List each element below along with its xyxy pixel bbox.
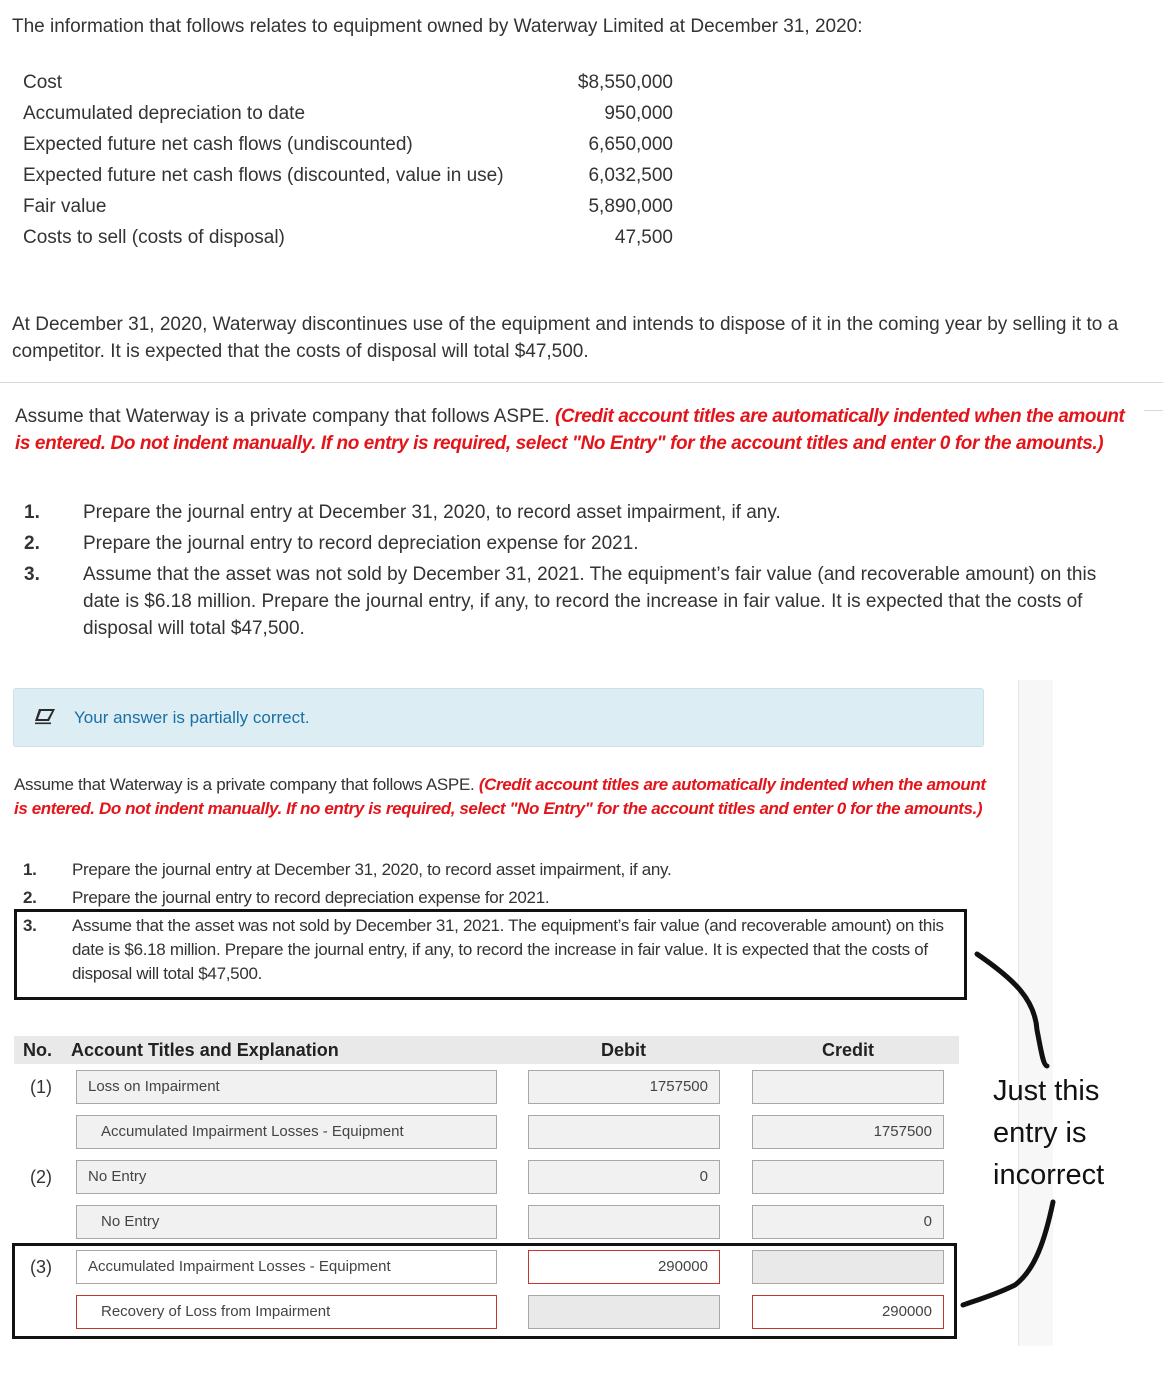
instructions-repeat [14,773,989,821]
credit-input[interactable]: 290000 [752,1295,944,1329]
data-value: 5,890,000 [588,196,673,217]
account-input[interactable]: Recovery of Loss from Impairment [76,1295,497,1329]
data-row [23,134,673,165]
data-label: Expected future net cash flows (discounted, value in use) [23,165,504,186]
instructions-text: Assume that Waterway is a private company that follows ASPE. [15,406,555,427]
instructions-text: Assume that Waterway is a private company that follows ASPE. [14,775,479,794]
entry-number: (2) [30,1167,52,1187]
data-row [23,103,673,134]
data-label: Accumulated depreciation to date [23,103,306,124]
account-input[interactable]: No Entry [76,1160,497,1194]
data-value: $8,550,000 [577,72,673,93]
instructions [15,403,1125,457]
account-input[interactable]: Loss on Impairment [76,1070,497,1104]
data-label: Cost [23,72,63,93]
task-item [24,530,1104,557]
highlight-box-task-3 [14,909,967,1000]
task-number: 1. [24,502,40,523]
task-item [24,499,1104,526]
task-number: 1. [23,860,37,879]
task-number: 3. [23,916,37,935]
header-account: Account Titles and Explanation [71,1040,339,1060]
entry-number: (3) [30,1257,52,1277]
data-label: Costs to sell (costs of disposal) [23,227,285,248]
debit-input[interactable] [528,1205,720,1239]
instructions-note: (Credit account titles are automatically indented when the amount is entered. Do not indent manually. If no entry is required, select "No Entry" for the account titles and enter 0 for the amounts.) [15,406,1125,454]
credit-input[interactable] [752,1160,944,1194]
data-row [23,72,673,103]
instructions-note: (Credit account titles are automatically indented when the amount is entered. Do not indent manually. If no entry is required, select "No Entry" for the account titles and enter 0 for the amounts.) [14,775,986,818]
data-value: 6,650,000 [588,134,673,155]
debit-input[interactable]: 290000 [528,1250,720,1284]
entry-number: (1) [30,1077,52,1097]
task-number: 2. [23,888,37,907]
credit-input[interactable]: 0 [752,1205,944,1239]
data-value: 47,500 [614,227,673,248]
task-text: Prepare the journal entry at December 31, 2020, to record asset impairment, if any. [72,860,672,879]
credit-input[interactable] [752,1070,944,1104]
task-number: 2. [24,533,40,554]
data-row [23,165,673,196]
data-value: 950,000 [604,103,673,124]
equipment-data-table [23,72,673,258]
intro-text: The information that follows relates to equipment owned by Waterway Limited at December 31, 2020: [12,16,863,37]
journal-header [14,1036,959,1064]
task-item [23,858,963,882]
account-input[interactable]: Accumulated Impairment Losses - Equipment [76,1115,497,1149]
task-number: 3. [24,564,40,585]
header-credit: Credit [822,1040,875,1060]
data-row [23,196,673,227]
scenario-paragraph: At December 31, 2020, Waterway discontinues use of the equipment and intends to dispose of it in the coming year by selling it to a competitor. It is expected that the costs of disposal will total $47,500. [12,314,1119,362]
eraser-icon [34,707,56,725]
header-no: No. [23,1040,52,1060]
data-label: Fair value [23,196,107,217]
highlight-box-entry-3 [12,1243,957,1339]
annotation-bracket [955,940,1065,1310]
task-text: Prepare the journal entry to record depreciation expense for 2021. [83,533,639,554]
task-item [23,886,963,910]
divider [1144,410,1163,411]
annotation-note: Just this entry is incorrect [993,1075,1105,1191]
task-text: Assume that the asset was not sold by December 31, 2021. The equipment’s fair value (and recoverable amount) on this date is $6.18 million. Prepare the journal entry, if any, to record the increase in fair value. It is expected that the costs of disposal will total $47,500. [83,564,1097,639]
data-label: Expected future net cash flows (undiscounted) [23,134,413,155]
task-text: Assume that the asset was not sold by December 31, 2021. The equipment’s fair value (and recoverable amount) on this date is $6.18 million. Prepare the journal entry, if any, to record the increase in fair value. It is expected that the costs of disposal will total $47,500. [72,916,944,983]
header-debit: Debit [601,1040,646,1060]
task-item [24,561,1104,642]
debit-input[interactable]: 0 [528,1160,720,1194]
divider [0,382,1163,383]
task-text: Prepare the journal entry to record depreciation expense for 2021. [72,888,550,907]
account-input[interactable]: Accumulated Impairment Losses - Equipment [76,1250,497,1284]
debit-input[interactable] [528,1115,720,1149]
account-input[interactable]: No Entry [76,1205,497,1239]
task-text: Prepare the journal entry at December 31, 2020, to record asset impairment, if any. [83,502,781,523]
answer-status-text: Your answer is partially correct. [74,708,310,727]
answer-status-banner [13,688,984,747]
credit-input[interactable]: 1757500 [752,1115,944,1149]
data-value: 6,032,500 [588,165,673,186]
task-list [24,499,1104,646]
debit-input[interactable]: 1757500 [528,1070,720,1104]
data-row [23,227,673,258]
